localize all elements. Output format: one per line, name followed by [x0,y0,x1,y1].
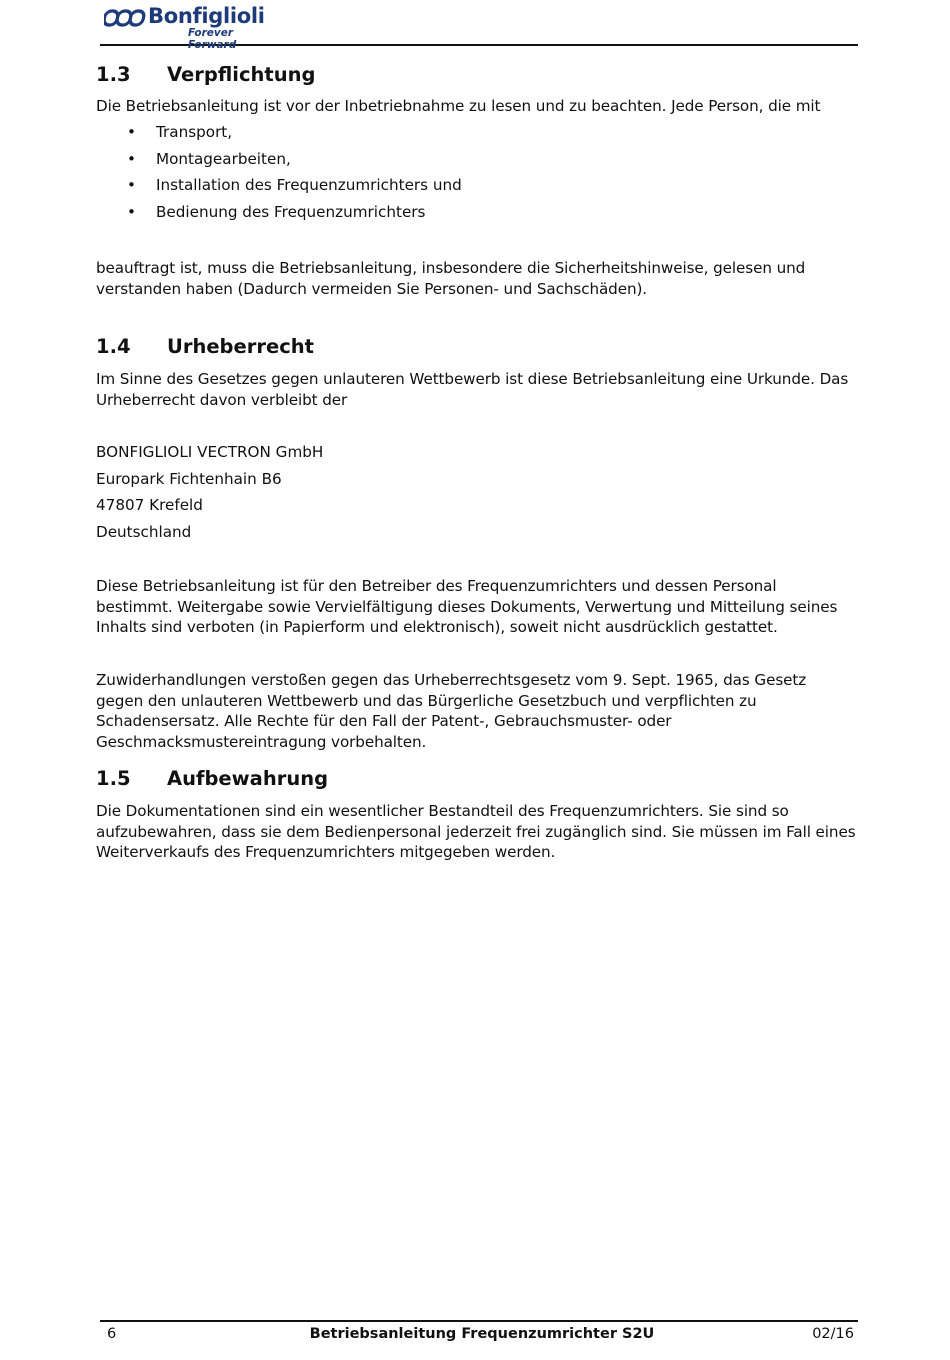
document-date: 02/16 [812,1326,854,1342]
section-number: 1.5 [96,767,131,790]
list-item [96,175,462,202]
paragraph-aufbewahrung: Die Dokumentationen sind ein wesentlicher Bestandteil des Frequenzumrichters. Sie sind so aufzubewahren, dass sie dem Bedienpersonal jederzeit frei zugänglich sind. Sie müssen im Fall eines Weiterverkaufs des Frequenzumrichters mitgegeben werden. [96,802,856,861]
list-item [96,122,462,149]
bullet-dot: • [127,123,136,141]
address-line: Europark Fichtenhain B6 [96,469,282,488]
section-title: Urheberrecht [167,335,314,358]
list-item-text: Installation des Frequenzumrichters und [156,176,462,195]
section-title: Aufbewahrung [167,767,329,790]
address-line: BONFIGLIOLI VECTRON GmbH [96,443,324,461]
company-address [96,442,323,549]
section-number: 1.3 [96,63,131,86]
document-title: Betriebsanleitung Frequenzumrichter S2U [309,1326,655,1342]
section-heading-1-5 [96,765,328,793]
list-item [96,202,462,229]
paragraph-verpflichtung-intro: Die Betriebsanleitung ist vor der Inbetriebnahme zu lesen und zu beachten. Jede Person, die mit [96,97,821,115]
paragraph-verpflichtung-after: beauftragt ist, muss die Betriebsanleitung, insbesondere die Sicherheitshinweise, gelesen und verstanden haben (Dadurch vermeiden Sie Personen- und Sachschäden). [96,259,806,298]
section-heading-1-4 [96,333,314,361]
list-item-text: Bedienung des Frequenzumrichters [156,203,426,222]
paragraph-urheberrecht-intro: Im Sinne des Gesetzes gegen unlauteren Wettbewerb ist diese Betriebsanleitung eine Urkunde. Das Urheberrecht davon verbleibt der [96,370,849,409]
list-item [96,149,462,176]
bullet-list [96,122,462,229]
page-header [100,0,858,51]
bonfiglioli-logo [104,4,284,51]
bullet-dot: • [127,203,136,222]
paragraph-urheberrecht-violations: Zuwiderhandlungen verstoßen gegen das Urheberrechtsgesetz vom 9. Sept. 1965, das Gesetz gegen den unlauteren Wettbewerb und das Bürgerliche Gesetzbuch und verpflichten zu Schadensersatz. Alle Rechte für den Fall der Patent-, Gebrauchsmuster- oder Geschmacksmustereintragung vorbehalten. [96,671,807,751]
page-footer [100,1320,858,1348]
bonfiglioli-logo-icon [104,6,146,30]
address-line: Deutschland [96,523,192,542]
section-heading-1-3 [96,61,315,89]
brand-name: Bonfiglioli [148,4,265,28]
section-number: 1.4 [96,335,131,358]
page-number: 6 [107,1326,117,1342]
address-line: 47807 Krefeld [96,496,203,515]
bullet-dot: • [127,149,136,168]
list-item-text: Montagearbeiten, [156,149,291,168]
list-item-text: Transport, [156,123,233,141]
section-title: Verpflichtung [167,63,316,86]
paragraph-urheberrecht-usage: Diese Betriebsanleitung ist für den Betreiber des Frequenzumrichters und dessen Personal bestimmt. Weitergabe sowie Vervielfältigung dieses Dokuments, Verwertung und Mitteilung seines Inhalts sind verboten (in Papierform und elektronisch), soweit nicht ausdrücklich gestattet. [96,577,838,636]
brand-tagline: Forever Forward [188,27,237,51]
bullet-dot: • [127,176,136,195]
